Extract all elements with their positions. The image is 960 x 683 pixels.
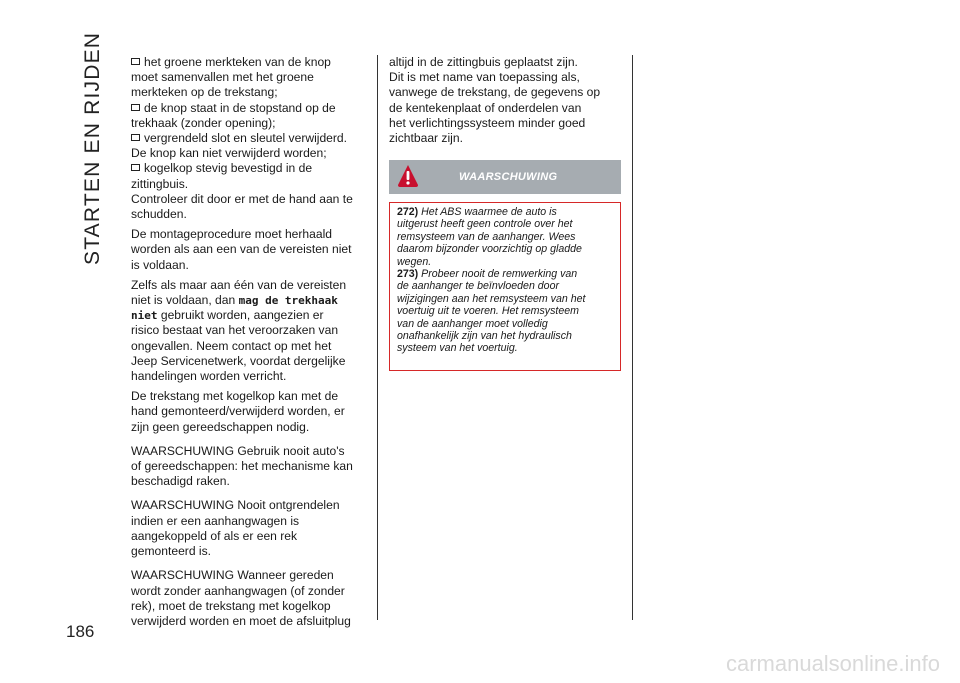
text-line: De montageprocedure moet herhaald <box>131 227 333 242</box>
checkbox-bullet-icon <box>131 104 140 111</box>
text-line: daarom bijzonder voorzichtig op gladde <box>397 243 582 256</box>
text-line: is voldaan. <box>131 257 189 272</box>
text-line: altijd in de zittingbuis geplaatst zijn. <box>389 55 578 69</box>
bold-emphasis: mag de trekhaak <box>238 294 338 308</box>
checklist-line: schudden. <box>131 207 187 222</box>
checklist-line: merkteken op de trekstang; <box>131 85 278 100</box>
bold-emphasis: niet <box>131 309 158 323</box>
warning-frame <box>389 202 621 371</box>
paragraph-repeat-procedure <box>131 227 369 273</box>
warning-number: 272) <box>397 206 419 218</box>
page-number: 186 <box>66 622 95 641</box>
paragraph-requirements <box>131 278 369 384</box>
text-line: 272) Het ABS waarmee de auto is <box>397 206 557 218</box>
paragraph-warning-driving <box>131 568 369 629</box>
text-line: onafhankelijk zijn van het hydraulisch <box>397 330 572 343</box>
text-line: worden als aan een van de vereisten niet <box>131 242 352 257</box>
warning-title: WAARSCHUWING <box>459 171 558 183</box>
text-line: De trekstang met kogelkop kan met de <box>131 389 339 404</box>
text-line: of gereedschappen: het mechanisme kan <box>131 459 353 474</box>
text-line: wordt zonder aanhangwagen (of zonder <box>131 583 345 598</box>
watermark: carmanualsonline.info <box>725 651 940 676</box>
text-line: voertuig uit te voeren. Het remsysteem <box>397 305 579 318</box>
right-column <box>389 55 621 146</box>
checklist-line: het groene merkteken van de knop <box>131 55 369 70</box>
checklist-line: zittingbuis. <box>131 176 189 191</box>
checklist-line: kogelkop stevig bevestigd in de <box>131 161 369 176</box>
checklist-line: de knop staat in de stopstand op de <box>131 101 369 116</box>
text-line: 273) Probeer nooit de remwerking van <box>397 268 578 281</box>
text-line: vanwege de trekstang, de gegevens op <box>389 85 601 100</box>
checkbox-bullet-icon <box>131 164 140 171</box>
text-line: gemonteerd is. <box>131 544 211 559</box>
warning-header <box>389 160 621 194</box>
checkbox-bullet-icon <box>131 134 140 141</box>
checklist-line: vergrendeld slot en sleutel verwijderd. <box>131 131 369 146</box>
text-line: wijzigingen aan het remsysteem van het <box>397 292 586 305</box>
text-line: de kentekenplaat of onderdelen van <box>389 100 582 115</box>
paragraph-warning-tools <box>131 444 369 490</box>
text-line: uitgerust heeft geen controle over het <box>397 218 573 231</box>
text-line: verwijderd worden en moet de afsluitplug <box>131 613 351 628</box>
paragraph-manual-mounting <box>131 389 369 435</box>
text-line: hand gemonteerd/verwijderd worden, er <box>131 404 345 419</box>
paragraph-warning-unlock <box>131 498 369 559</box>
text-line: Jeep Servicenetwerk, voordat dergelijke <box>131 353 346 368</box>
warning-triangle-icon <box>397 164 419 188</box>
left-column <box>131 55 369 629</box>
text-line: ongevallen. Neem contact op met het <box>131 338 332 353</box>
text-line: aangekoppeld of als er een rek <box>131 528 298 543</box>
text-line: Zelfs als maar aan één van de vereisten <box>131 277 347 292</box>
column-divider-left <box>377 55 378 620</box>
text-line: systeem van het voertuig. <box>397 342 518 355</box>
warning-item <box>397 268 614 355</box>
text-line: zichtbaar zijn. <box>389 131 463 146</box>
text-line: handelingen worden verricht. <box>131 369 287 384</box>
text-line: remsysteem van de aanhanger. Wees <box>397 230 576 243</box>
warning-number: 273) <box>397 268 419 281</box>
text-line: van de aanhanger moet volledig <box>397 317 548 330</box>
checklist-line: Controleer dit door er met de hand aan te <box>131 191 353 206</box>
chapter-title: STARTEN EN RIJDEN <box>81 31 104 265</box>
text-line: rek), moet de trekstang met kogelkop <box>131 598 331 613</box>
text-line: risico bestaat van het veroorzaken van <box>131 323 339 338</box>
checkbox-bullet-icon <box>131 58 140 65</box>
text-line: zijn geen gereedschappen nodig. <box>131 419 310 434</box>
column-divider-right <box>632 55 633 620</box>
text-line: het verlichtingssysteem minder goed <box>389 115 586 130</box>
text-line: de aanhanger te beïnvloeden door <box>397 280 559 293</box>
text-line: niet is voldaan, dan mag de trekhaak <box>131 293 338 308</box>
text-line: WAARSCHUWING Wanneer gereden <box>131 568 334 583</box>
checklist <box>131 55 369 222</box>
text-line: Dit is met name van toepassing als, <box>389 70 580 85</box>
text-line: indien er een aanhangwagen is <box>131 513 300 528</box>
text-line: WAARSCHUWING Gebruik nooit auto's <box>131 443 345 458</box>
text-line: niet gebruikt worden, aangezien er <box>131 308 324 323</box>
text-line: beschadigd raken. <box>131 474 230 489</box>
checklist-line: trekhaak (zonder opening); <box>131 115 276 130</box>
warning-item <box>397 206 614 268</box>
text-line: wegen. <box>397 255 432 268</box>
text-line: WAARSCHUWING Nooit ontgrendelen <box>131 498 340 513</box>
checklist-line: moet samenvallen met het groene <box>131 70 314 85</box>
checklist-line: De knop kan niet verwijderd worden; <box>131 146 327 161</box>
